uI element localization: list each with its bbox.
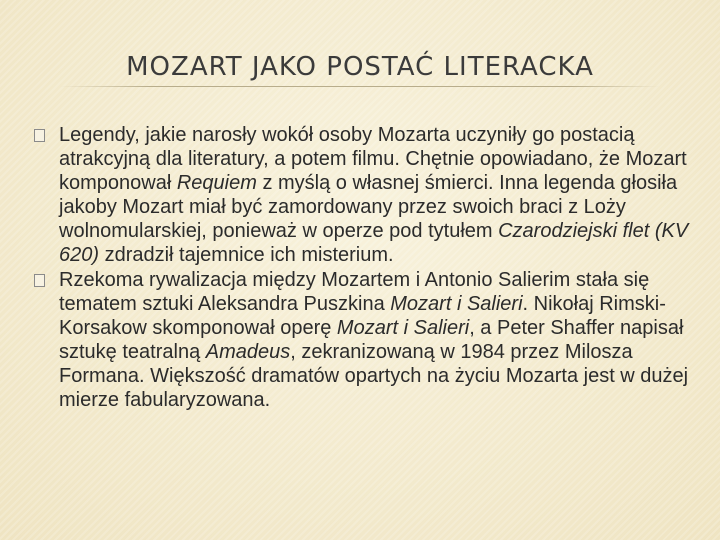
text-segment-italic: Mozart i Salieri [390,293,523,315]
title-divider [60,86,660,87]
slide-title: MOZART JAKO POSTAĆ LITERACKA [126,52,594,82]
paragraph-rywalizacja [59,268,709,412]
text-segment-italic: Mozart i Salieri [336,317,470,339]
text-segment: zdradził tajemnice ich misterium. [99,244,394,266]
text-segment-italic: Czarodziejski flet (KV 620) [59,220,689,266]
bullet-list [34,123,710,413]
square-bullet-icon [34,274,45,287]
text-segment-italic: Requiem [176,172,257,194]
text-segment: z myślą o własnej śmierci. Inna legenda głosiła jakoby Mozart miał być zamordowany przez swoich braci z Loży wolnomularskiej, ponieważ w operze pod tytułem [59,172,678,242]
text-segment: . Nikołaj Rimski-Korsakow skomponował operę [59,293,666,339]
title-area [0,52,720,82]
text-segment: Legendy, jakie narosły wokół osoby Mozarta uczyniły go postacią atrakcyjną dla literatury, a potem filmu. Chętnie opowiadano, że Mozart komponował [59,124,687,194]
square-bullet-icon [34,129,45,142]
text-segment: , a Peter Shaffer napisał sztukę teatralną [59,317,684,363]
list-item [34,268,710,412]
text-segment: Rzekoma rywalizacja między Mozartem i Antonio Salierim stała się tematem sztuki Aleksandra Puszkina [59,269,650,315]
text-segment-italic: Amadeus [205,341,291,363]
text-segment: , zekranizowaną w 1984 przez Milosza Formana. Większość dramatów opartych na życiu Mozarta jest w dużej mierze fabularyzowana. [59,341,689,411]
paragraph-legendy [59,123,709,267]
list-item [34,123,710,267]
